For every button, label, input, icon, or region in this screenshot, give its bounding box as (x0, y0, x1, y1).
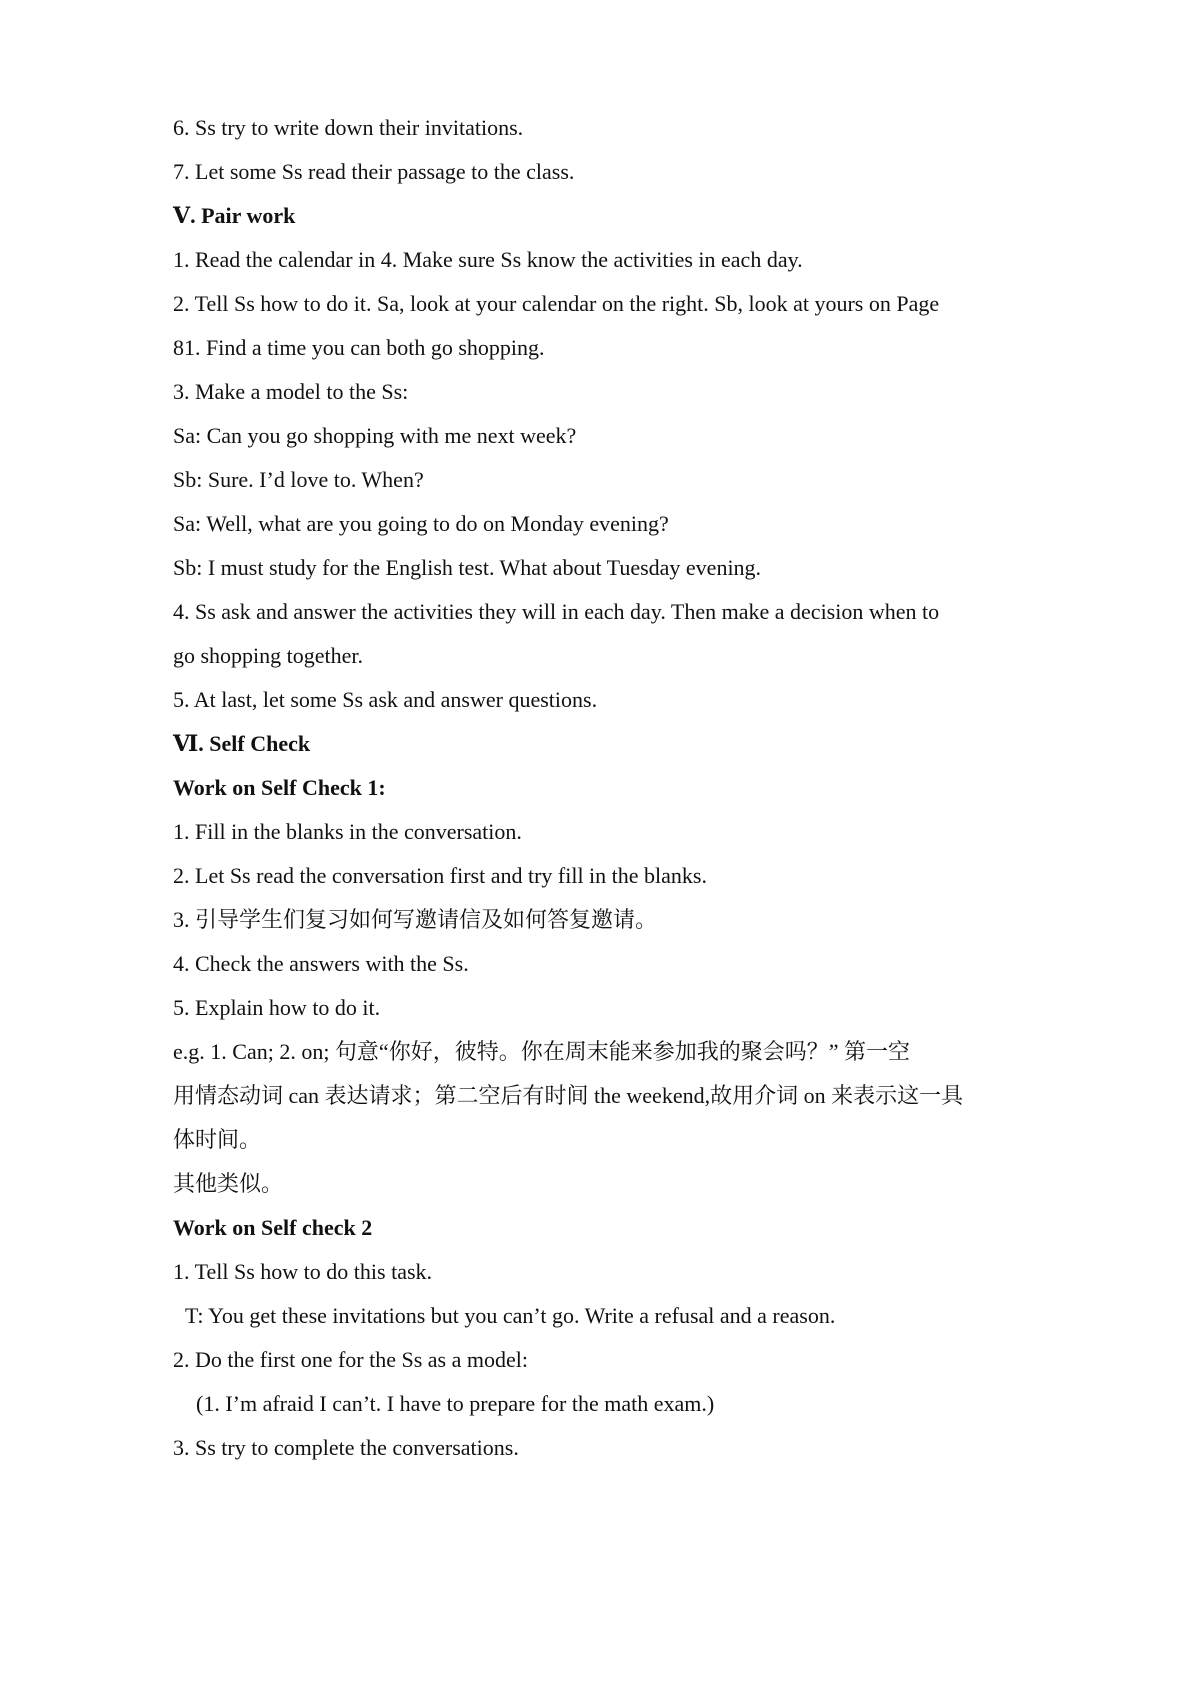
dialogue-line-sa-1: Sa: Can you go shopping with me next week? (173, 423, 577, 448)
pair-step-2-continuation: 81. Find a time you can both go shopping. (173, 335, 545, 360)
model-answer-line: (1. I’m afraid I can’t. I have to prepare for the math exam.) (196, 1391, 715, 1416)
example-line-2: 用情态动词 can 表达请求；第二空后有时间 the weekend,故用介词 on 来表示这一具 (173, 1083, 964, 1108)
dialogue-line-sb-1: Sb: Sure. I’d love to. When? (173, 467, 424, 492)
self-check-1-step-3: 3. 引导学生们复习如何写邀请信及如何答复邀请。 (173, 907, 658, 932)
self-check-1-step-2: 2. Let Ss read the conversation first and try fill in the blanks. (173, 863, 707, 888)
section-heading-self-check: Ⅵ. Self Check (173, 731, 311, 756)
pair-step-4-line: 4. Ss ask and answer the activities they will in each day. Then make a decision when to (173, 599, 940, 624)
example-line-1: e.g. 1. Can; 2. on; 句意“你好，彼特。你在周末能来参加我的聚会吗？” 第一空 (173, 1039, 910, 1064)
self-check-1-step-1: 1. Fill in the blanks in the conversation. (173, 819, 522, 844)
step-7-line: 7. Let some Ss read their passage to the class. (173, 159, 575, 184)
dialogue-line-sa-2: Sa: Well, what are you going to do on Monday evening? (173, 511, 669, 536)
self-check-2-step-3: 3. Ss try to complete the conversations. (173, 1435, 519, 1460)
pair-step-2-line: 2. Tell Ss how to do it. Sa, look at your calendar on the right. Sb, look at yours on Page (173, 291, 940, 316)
dialogue-line-sb-2: Sb: I must study for the English test. What about Tuesday evening. (173, 555, 762, 580)
others-similar-line: 其他类似。 (173, 1171, 284, 1196)
self-check-2-step-1: 1. Tell Ss how to do this task. (173, 1259, 433, 1284)
self-check-1-step-4: 4. Check the answers with the Ss. (173, 951, 469, 976)
subheading-self-check-1: Work on Self Check 1: (173, 775, 386, 800)
example-line-3: 体时间。 (173, 1127, 262, 1152)
self-check-1-step-5: 5. Explain how to do it. (173, 995, 381, 1020)
pair-step-1-line: 1. Read the calendar in 4. Make sure Ss know the activities in each day. (173, 247, 803, 272)
pair-step-3-line: 3. Make a model to the Ss: (173, 379, 409, 404)
pair-step-5-line: 5. At last, let some Ss ask and answer questions. (173, 687, 598, 712)
section-heading-pair-work: Ⅴ. Pair work (173, 203, 296, 228)
self-check-2-step-2: 2. Do the first one for the Ss as a model: (173, 1347, 528, 1372)
subheading-self-check-2: Work on Self check 2 (173, 1215, 373, 1240)
teacher-instruction-line: T: You get these invitations but you can’t go. Write a refusal and a reason. (185, 1303, 836, 1328)
step-6-line: 6. Ss try to write down their invitations. (173, 115, 524, 140)
pair-step-4-continuation: go shopping together. (173, 643, 364, 668)
